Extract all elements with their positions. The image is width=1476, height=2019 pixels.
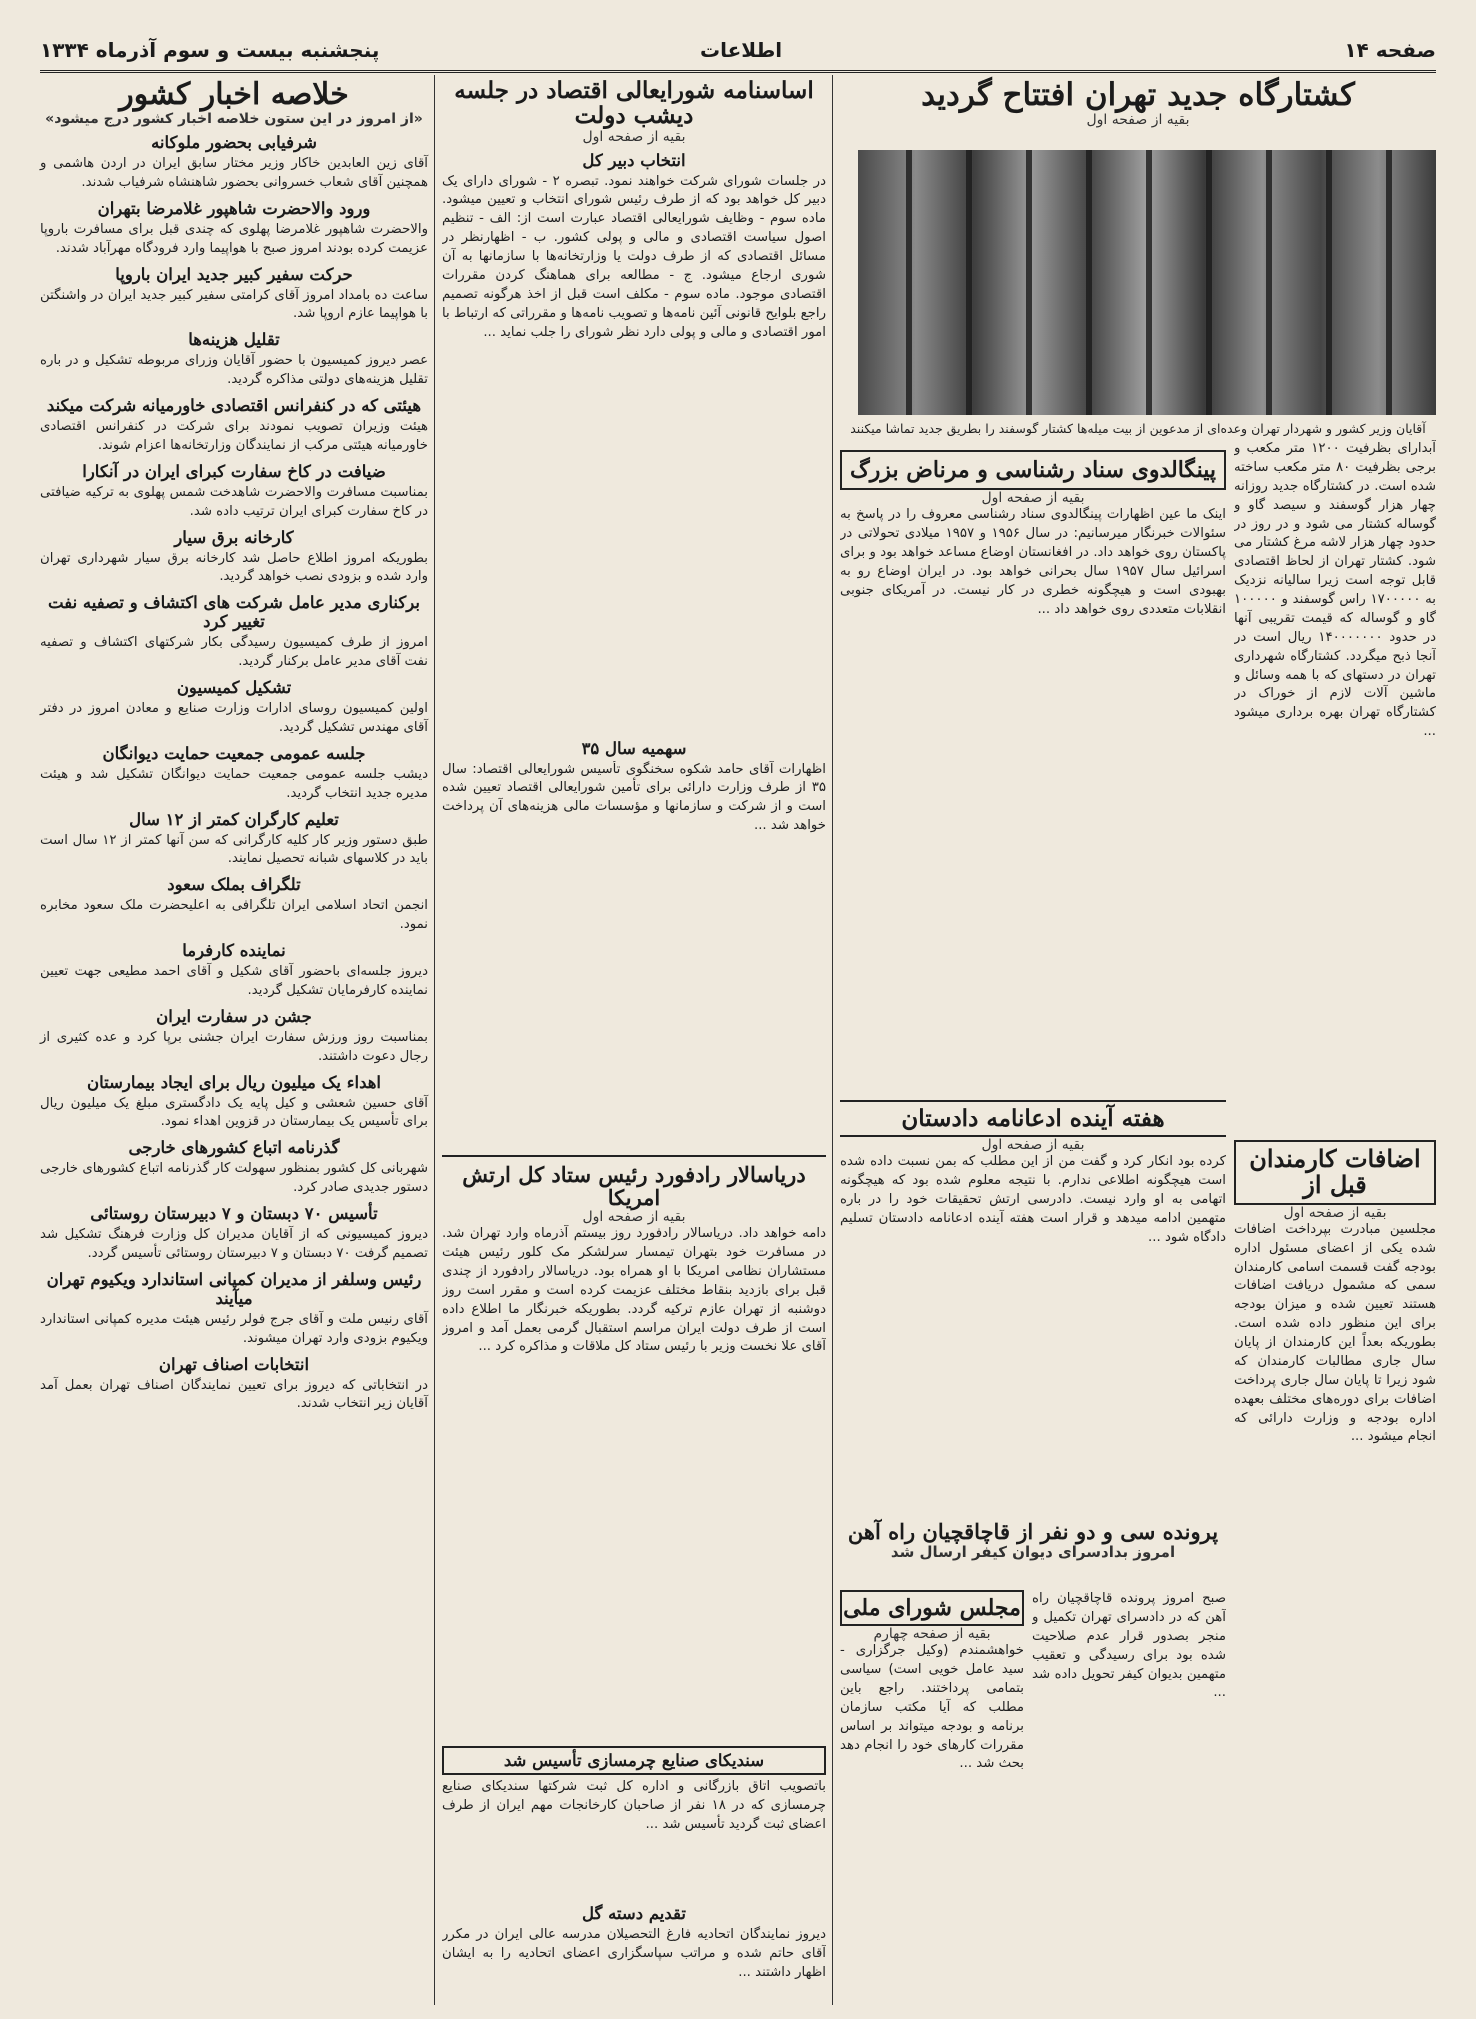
section-subhead: تقدیم دسته گل (581, 1904, 686, 1923)
news-item-text: شهربانی کل کشور بمنظور سهولت کار گذرنامه اتباع کشورهای خارجی دستور جدیدی صادر کرد. (40, 1161, 428, 1196)
news-item-title: تشکیل کمیسیون (176, 678, 292, 697)
article-staff-bonuses (1234, 1140, 1436, 1981)
article-parliament (840, 1590, 1024, 1942)
news-item-title: اهداء یک میلیون ریال برای ایجاد بیمارستان (86, 1072, 382, 1092)
news-item-title: برکناری مدیر عامل شرکت های اکتشاف و تصفیه نفت تغییر کرد (48, 593, 420, 632)
news-item-text: بطوریکه امروز اطلاع حاصل شد کارخانه برق سیار شهرداری تهران وارد شده و بزودی نصب خواهد گردید. (40, 550, 428, 585)
news-item (40, 1073, 428, 1133)
article-body: دیروز نمایندگان اتحادیه فارغ التحصیلان مدرسه عالی ایران در مکرر آقای حاتم شده و مراتب سپاسگزاری اعضای اتحادیه را به ایشان اظهار داشتند ... (442, 1927, 826, 1980)
news-item-title: تعلیم کارگران کمتر از ۱۲ سال (129, 809, 339, 829)
news-item-title: ضیافت در کاخ سفارت کبرای ایران در آنکارا (82, 461, 386, 481)
column-rule (832, 75, 833, 2005)
headline: پینگالدوی سناد رشناسی و مرناض بزرگ (840, 450, 1226, 490)
news-item-title: نماینده کارفرما (182, 941, 286, 960)
news-item-title: هیئتی که در کنفرانس اقتصادی خاورمیانه شرکت میکند (46, 396, 422, 415)
news-item-text: اولین کمیسیون روسای ادارات وزارت صنایع و معادن امروز در دفتر آقای مهندس تشکیل گردید. (40, 701, 428, 735)
column-rule (434, 75, 435, 2005)
article-body: خواهشمندم (وکیل جرگزاری - سید عامل خویی است) سیاسی بتمامی پرداختند. راجع باین مطلب که آیا مکتب سازمان برنامه و بودجه میتواند بر اساس مقررات کارهای خود را انجام دهد بحث شد ... (840, 1643, 1024, 1772)
news-item-title: شرفیابی بحضور ملوکانه (151, 133, 317, 152)
news-item-title: ورود والاحضرت شاهپور غلامرضا بتهران (97, 198, 371, 218)
news-item-text: طبق دستور وزیر کار کلیه کارگرانی که سن آنها کمتر از ۱۲ سال است باید در کلاسهای شبانه تحصیل نمایند. (40, 832, 428, 867)
news-items (40, 133, 428, 1414)
news-item-text: بمناسبت روز ورزش سفارت ایران جشنی برپا کرد و عده کثیری از رجال دعوت داشتند. (40, 1029, 428, 1064)
news-item (40, 593, 428, 672)
news-item-title: گذرنامه اتباع کشورهای خارجی (128, 1138, 340, 1158)
article-radford (442, 1155, 826, 1755)
subhead: بقیه از صفحه اول (1086, 112, 1190, 129)
news-item (40, 1355, 428, 1415)
headline: دریاسالار رادفورد رئیس ستاد کل ارتش امریکا (442, 1155, 826, 1209)
headline: پرونده سی و دو نفر از قاچاقچیان راه آهن (847, 1519, 1219, 1544)
news-item (40, 528, 428, 588)
news-item (40, 133, 428, 193)
article-economic-council (442, 78, 826, 1061)
news-item (40, 462, 428, 522)
article-news-summary (40, 78, 428, 1414)
article-railway-smugglers (840, 1520, 1226, 1561)
news-item (40, 396, 428, 456)
news-item-text: دیروز جلسه‌ای باحضور آقای شکیل و آقای احمد مطیعی جهت تعیین نماینده کارفرمایان تشکیل گردید. (40, 964, 428, 998)
news-item-title: انتخابات اصناف تهران (158, 1354, 310, 1374)
headline: سندیکای صنایع چرمسازی تأسیس شد (442, 1746, 826, 1775)
headline: اساسنامه شورایعالی اقتصاد در جلسه دیشب دولت (454, 77, 814, 130)
article-body: اینک ما عین اظهارات پینگالدوی سناد رشناسی معروف را در پاسخ به سئوالات خبرنگار میرسانیم: در سال ۱۹۵۶ و ۱۹۵۷ میلادی تحولاتی در پاکستان روی خواهد داد. در افغانستان اوضاع مساعد خواهد بود و برای اسرائیل سال ۱۹۵۷ سال بحرانی خواهد بود. در ایران اوضاع رو به بهبودی است و هیچگونه خطری در کار نیست. در آمریکای جنوبی انقلابات متعددی روی خواهد داد ... (840, 507, 1226, 617)
news-item (40, 265, 428, 325)
news-item-text: بمناسبت مسافرت والاحضرت شاهدخت شمس پهلوی به ترکیه ضیافتی در کاخ سفارت کبرای ایران ترتیب داده شد. (40, 484, 428, 519)
news-item (40, 1270, 428, 1349)
news-item (40, 1138, 428, 1198)
subhead: بقیه از صفحه اول (582, 1209, 686, 1226)
news-item-text: انجمن اتحاد اسلامی ایران تلگرافی به اعلیحضرت ملک سعود مخابره نمود. (40, 898, 428, 933)
news-item-text: آقای زین العابدین خاکار وزیر مختار سابق ایران در اردن هاشمی و همچنین آقای شعاب خسروانی بحضور شاهنشاه شرفیاب شدند. (40, 156, 428, 190)
masthead (40, 30, 1436, 73)
section-subhead: سهمیه سال ۳۵ (581, 738, 687, 758)
news-item-text: آقای رنیس ملت و آقای جرج فولر رئیس هیئت مدیره کمپانی استاندارد ویکیوم بزودی وارد تهران میشوند. (40, 1311, 428, 1346)
paper-title: اطلاعات (700, 38, 783, 62)
headline: خلاصه اخبار کشور (119, 77, 349, 112)
article-body: صبح امروز پرونده قاچاقچیان راه آهن که در دادسرای تهران تکمیل و منجر بصدور قرار عدم صلاحیت شده بود برای رسیدگی و تعقیب متهمین بدیوان کیفر تحویل داده شد ... (1032, 1591, 1226, 1701)
news-item-title: حرکت سفیر کبیر جدید ایران باروپا (115, 264, 353, 284)
article-leather-syndicate (442, 1740, 826, 1996)
news-item (40, 744, 428, 804)
photo-caption: آقایان وزیر کشور و شهردار تهران وعده‌ای از مدعوین از بیت میله‌ها کشتار گوسفند را بطریق جدید تماشا میکنند (850, 421, 1426, 436)
subhead: بقیه از صفحه اول (582, 128, 686, 145)
intro: «از امروز در این ستون خلاصه اخبار کشور درج میشود» (45, 111, 423, 127)
news-item-title: جشن در سفارت ایران (156, 1006, 312, 1026)
article-body: کرده بود انکار کرد و گفت من از این مطلب که بمن نسبت داده شده است هیچگونه اطلاعی ندارم. با نتیجه معلوم شده بود که هیچگونه اتهامی به او وارد نیست. دادرسی ارتش تحقیقات خود را در باره متهمین ادامه میدهد و قرار است هفته آینده ادعانامه دادستان تسلیم دادگاه شود ... (840, 1154, 1226, 1245)
subhead: بقیه از صفحه اول (1283, 1204, 1387, 1221)
news-item-title: تأسیس ۷۰ دبستان و ۷ دبیرستان روستائی (90, 1204, 378, 1223)
news-item-text: آقای حسین شعشی و کیل پایه یک دادگستری مبلغ یک میلیون ریال برای تأسیس یک بیمارستان در قزوین اهداء نمود. (40, 1095, 428, 1130)
news-item-text: هیئت وزیران تصویب نمودند برای شرکت در کنفرانس اقتصادی خاورمیانه هیئتی مرکب از نمایندگان وزارتخانه‌ها اعزام شوند. (40, 419, 428, 453)
news-item (40, 199, 428, 259)
subhead: بقیه از صفحه چهارم (873, 1626, 991, 1643)
section-subhead: انتخاب دبیر کل (582, 150, 686, 170)
headline: هفته آینده ادعانامه دادستان (840, 1100, 1226, 1137)
article-body: در جلسات شورای شرکت خواهند نمود. تبصره ۲ - شورای دارای یک دبیر کل خواهد بود که از طرف رئیس شورای انتخاب و تعیین میشود. ماده سوم - وظایف شورایعالی اقتصاد عبارت است از: الف - تنظیم اصول سیاست اقتصادی و مالی و پولی کشور. ب - اظهارنظر در مسائل اقتصادی که از طرف دولت یا وزارتخانه‌ها با سازمانها به آن شوری ارجاع میشود. ج - مطالعه برای هماهنگ کردن مقررات اقتصادی موجود. ماده سوم - مکلف است قبل از اخذ هرگونه تصمیم راجع بلوایح قانونی آئین نامه‌ها و تصویب نامه‌ها و مقرراتی که ارتباط با امور اقتصادی و مالی و پولی دارد نظر شورای را جلب نماید ... (442, 173, 826, 340)
news-item (40, 941, 428, 1001)
news-item (40, 875, 428, 935)
article-body: مجلسین مبادرت بپرداخت اضافات شده یکی از اعضای مسئول اداره بودجه گفت قسمت اسامی کارمندان سمی که مشمول دریافت اضافات هستند تعیین شده و میزان بودجه برای این منظور داده شده است. بطوریکه بعداً این کارمندان از پایان سال جاری مطالبات کارمندان که شود زیرا تا پایان سال جاری پرداخت اضافات برای دوره‌های مختلف بعهده اداره بودجه و وزارت دارائی که انجام میشود ... (1234, 1221, 1436, 1445)
headline: اضافات کارمندان قبل از (1234, 1140, 1436, 1205)
headline: مجلس شورای ملی (840, 1590, 1024, 1626)
news-item (40, 330, 428, 390)
headline: کشتارگاه جدید تهران افتتاح گردید (921, 77, 1355, 113)
article-astrologer (840, 450, 1226, 1066)
news-item (40, 810, 428, 870)
article-body: اظهارات آقای حامد شکوه سخنگوی تأسیس شورایعالی اقتصاد: سال ۳۵ از طرف وزارت دارائی برای تأمین شورایعالی اقتصاد تعیین شده است و از شرکت و سازمانها و مؤسسات مالی هزینه‌های آن پرداخت خواهد شد ... (442, 761, 826, 834)
news-item-text: والاحضرت شاهپور غلامرضا پهلوی که چندی قبل برای مسافرت باروپا عزیمت کرده بودند امروز صبح با هواپیما وارد فرودگاه مهرآباد شدند. (40, 221, 428, 256)
news-item (40, 678, 428, 738)
news-item-title: تقلیل هزینه‌ها (188, 330, 280, 350)
article-body: دامه خواهد داد. دریاسالار رادفورد روز بیستم آذرماه وارد تهران شد. در مسافرت خود بتهران تیمسار سرلشکر مک کلور رئیس هیئت مستشاران نظامی امریکا با او همراه بود. دریاسالار رادفورد از چندی قبل برای بازدید بنقاط مختلف عزیمت کرده است و مقرر است روز دوشنبه از تهران عازم ترکیه گردد. بطوریکه خبرنگار ما اطلاع داده است از طرف دولت ایران مراسم استقبال گرمی بعمل آمد و امروز آقای علا نخست وزیر با رئیس ستاد کل ملاقات و مذاکره کرد ... (442, 1226, 826, 1355)
news-item-text: امروز از طرف کمیسیون رسیدگی بکار شرکتهای اکتشاف و تصفیه نفت آقای مدیر عامل برکنار گردید. (40, 635, 428, 670)
subhead: بقیه از صفحه اول (981, 490, 1085, 507)
article-body: باتصویب اتاق بازرگانی و اداره کل ثبت شرکتها سندیکای صنایع چرمسازی که در ۱۸ نفر از صاحبان کارخانجات مهم ایران از طرف اعضای ثبت گردید تأسیس شد ... (442, 1779, 826, 1832)
article-body: آبدارای بظرفیت ۱۲۰۰ متر مکعب و برجی بظرفیت ۸۰ متر مکعب ساخته شده است. در کشتارگاه جدید روزانه چهار هزار گوسفند و سیصد گاو و گوساله کشتار می شود و در روز در حدود چهار هزار لاشه مرغ کشتار می شود. کشتار تهران از لحاظ اقتصادی قابل توجه است زیرا سالیانه نزدیک به ۱۷۰۰۰۰۰ راس گوسفند و ۱۰۰۰۰۰ گاو و گوساله که قیمت تقریبی آنها در حدود ۱۴۰۰۰۰۰۰۰ ریال است در آنجا ذبح میگردد. کشتارگاه شهرداری تهران در دستهای که با همه وسائل و ماشین آلات لازم از خوراک در کشتارگاه تهران بهره برداری میشود ... (1234, 441, 1436, 740)
news-item-title: رئیس وسلفر از مدیران کمپانی استاندارد ویکیوم تهران میآیند (46, 1269, 422, 1308)
page-number: صفحه ۱۴ (1344, 38, 1436, 62)
news-photo (858, 150, 1436, 415)
news-item-text: دیروز کمیسیونی که از آقایان مدیران کل وزارت فرهنگ تشکیل شد تصمیم گرفت ۷۰ دبستان و ۷ دبیرستان روستائی تأسیس گردد. (40, 1227, 428, 1261)
news-item-text: ساعت ده بامداد امروز آقای کرامتی سفیر کبیر جدید ایران در واشنگتن با هواپیما عازم اروپا شد. (40, 287, 428, 322)
news-item (40, 1007, 428, 1067)
news-item-title: تلگراف بملک سعود (167, 875, 301, 895)
news-item (40, 1204, 428, 1264)
news-item-title: جلسه عمومی جمعیت حمایت دیوانگان (102, 743, 366, 763)
article-prosecutor (840, 1100, 1226, 1483)
news-item-text: عصر دیروز کمیسیون با حضور آقایان وزرای مربوطه تشکیل و در باره تقلیل هزینه‌های دولتی مذاکره گردید. (40, 353, 428, 388)
news-item-text: در انتخاباتی که دیروز برای تعیین نمایندگان اصناف تهران بعمل آمد آقایان زیر انتخاب شدند. (40, 1377, 428, 1412)
subhead: بقیه از صفحه اول (981, 1137, 1085, 1154)
subhead: امروز بدادسرای دیوان کیفر ارسال شد (890, 1543, 1176, 1562)
news-item-text: دیشب جلسه عمومی جمعیت حمایت دیوانگان تشکیل شد و هیئت مدیره جدید انتخاب گردید. (40, 766, 428, 801)
issue-date: پنجشنبه بیست و سوم آذرماه ۱۳۳۴ (40, 38, 380, 62)
article-slaughterhouse (840, 78, 1436, 128)
news-item-title: کارخانه برق سیار (174, 527, 294, 547)
